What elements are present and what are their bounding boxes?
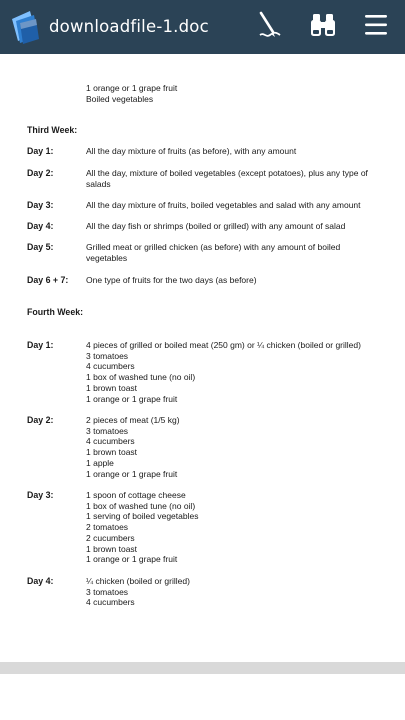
day-label: Day 2:	[27, 168, 54, 178]
list-item: 2 tomatoes	[86, 522, 129, 533]
document-page[interactable]	[0, 54, 405, 662]
day-label: Day 3:	[27, 490, 54, 500]
list-item: 3 tomatoes	[86, 350, 129, 361]
list-item: 3 tomatoes	[86, 586, 129, 597]
day-text: One type of fruits for the two days (as before)	[86, 275, 257, 285]
list-item: 1 box of washed tune (no oil)	[86, 372, 196, 383]
list-item: 2 pieces of meat (1/5 kg)	[86, 415, 180, 425]
list-item: Boiled vegetables	[86, 94, 154, 104]
day-label: Day 3:	[27, 200, 54, 210]
day-text: All the day, mixture of boiled vegetables (except potatoes), plus any type of salads	[86, 168, 368, 189]
day-text: All the day mixture of fruits, boiled vegetables and salad with any amount	[86, 200, 361, 210]
list-item: 1 orange or 1 grape fruit	[86, 83, 178, 93]
day-label: Day 4:	[27, 221, 54, 231]
find-button[interactable]	[306, 10, 340, 44]
bottom-blank-area	[0, 674, 405, 720]
document-title: downloadfile-1.doc	[49, 17, 209, 36]
list-item: 1 orange or 1 grape fruit	[86, 468, 178, 479]
list-item: 4 cucumbers	[86, 436, 135, 447]
day-label: Day 6 + 7:	[27, 275, 69, 285]
day-label: Day 1:	[27, 340, 54, 350]
day-text: All the day mixture of fruits (as before), with any amount	[86, 146, 297, 156]
day-label: Day 2:	[27, 415, 54, 425]
day-label: Day 5:	[27, 242, 54, 252]
menu-button[interactable]	[359, 10, 393, 44]
list-item: 1 orange or 1 grape fruit	[86, 554, 178, 565]
list-item: 4 pieces of grilled or boiled meat (250 gm) or ¼ chicken (boiled or grilled)	[86, 340, 361, 350]
app-logo-icon[interactable]	[6, 7, 46, 47]
day-text: All the day fish or shrimps (boiled or grilled) with any amount of salad	[86, 221, 346, 231]
edit-button[interactable]	[253, 10, 287, 44]
list-item: 1 apple	[86, 457, 114, 468]
list-item: 1 orange or 1 grape fruit	[86, 393, 178, 404]
day-text: Grilled meat or grilled chicken (as before) with any amount of boiled vegetables	[86, 242, 341, 263]
list-item: 1 spoon of cottage cheese	[86, 490, 186, 500]
app-toolbar	[0, 0, 405, 54]
hamburger-menu-icon	[362, 11, 390, 44]
page-separator	[0, 662, 405, 674]
list-item: 1 brown toast	[86, 447, 138, 458]
edit-pen-icon	[256, 10, 284, 45]
binoculars-icon	[309, 11, 337, 44]
list-item: 3 tomatoes	[86, 425, 129, 436]
list-item: 1 box of washed tune (no oil)	[86, 500, 196, 511]
list-item: 4 cucumbers	[86, 361, 135, 372]
list-item: 1 brown toast	[86, 543, 138, 554]
day-label: Day 4:	[27, 576, 54, 586]
list-item: 1 serving of boiled vegetables	[86, 511, 199, 522]
day-label: Day 1:	[27, 146, 54, 156]
list-item: 4 cucumbers	[86, 597, 135, 608]
list-item: 2 cucumbers	[86, 532, 135, 543]
week-heading: Fourth Week:	[27, 307, 84, 317]
list-item: 1 brown toast	[86, 382, 138, 393]
week-heading: Third Week:	[27, 125, 78, 135]
list-item: ¼ chicken (boiled or grilled)	[86, 576, 190, 586]
